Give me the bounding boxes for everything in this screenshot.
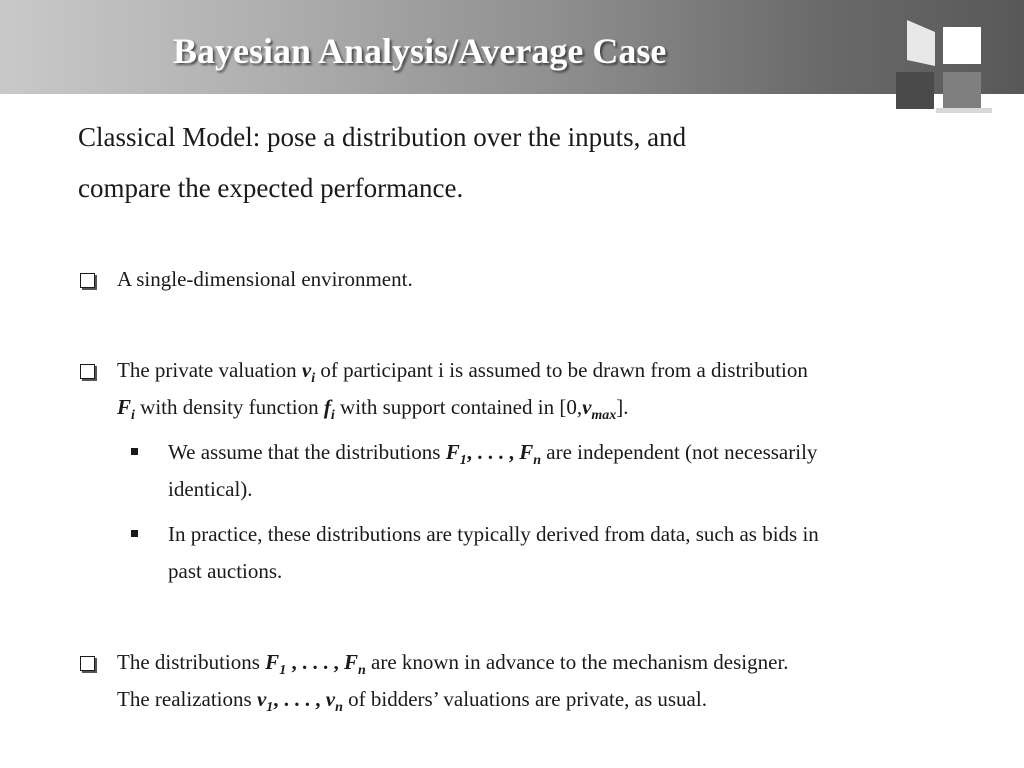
- bullet-line-2: The realizations $v_1$, . . . , $v_n$ of bidders’ valuations are private, as usual.: [117, 687, 707, 715]
- logo-white-block: [943, 27, 981, 64]
- logo-icon: [896, 20, 996, 115]
- logo-dark-block: [896, 72, 934, 109]
- square-bullet-icon: [131, 448, 138, 455]
- bullet-line-1: The private valuation $v_i$ of participant i is assumed to be drawn from a distribution: [117, 358, 808, 386]
- intro-paragraph: [78, 112, 938, 214]
- checkbox-bullet-icon: [80, 656, 95, 671]
- intro-line-2: compare the expected performance.: [78, 173, 464, 203]
- sub-line-1: We assume that the distributions $F_1$, . . . , $F_n$ are independent (not necessarily: [168, 440, 818, 468]
- sub-line-2: past auctions.: [168, 559, 283, 583]
- title-bar: [0, 0, 1024, 94]
- logo-shadow: [936, 108, 992, 113]
- sub-line-1: In practice, these distributions are typically derived from data, such as bids in: [168, 522, 819, 546]
- logo-light-block: [907, 20, 935, 66]
- bullet-line-1: The distributions $F_1$ , . . . , $F_n$ are known in advance to the mechanism designer.: [117, 650, 789, 678]
- slide-title: Bayesian Analysis/Average Case: [173, 31, 667, 71]
- bullet-text: A single-dimensional environment.: [117, 267, 413, 291]
- logo-mid-block: [943, 72, 981, 109]
- square-bullet-icon: [131, 530, 138, 537]
- checkbox-bullet-icon: [80, 364, 95, 379]
- intro-line-1: Classical Model: pose a distribution over the inputs, and: [78, 122, 687, 152]
- sub-line-2: identical).: [168, 477, 253, 501]
- checkbox-bullet-icon: [80, 273, 95, 288]
- bullet-line-2: $F_i$ with density function $f_i$ with support contained in $[0,v_{max}]$.: [117, 395, 629, 423]
